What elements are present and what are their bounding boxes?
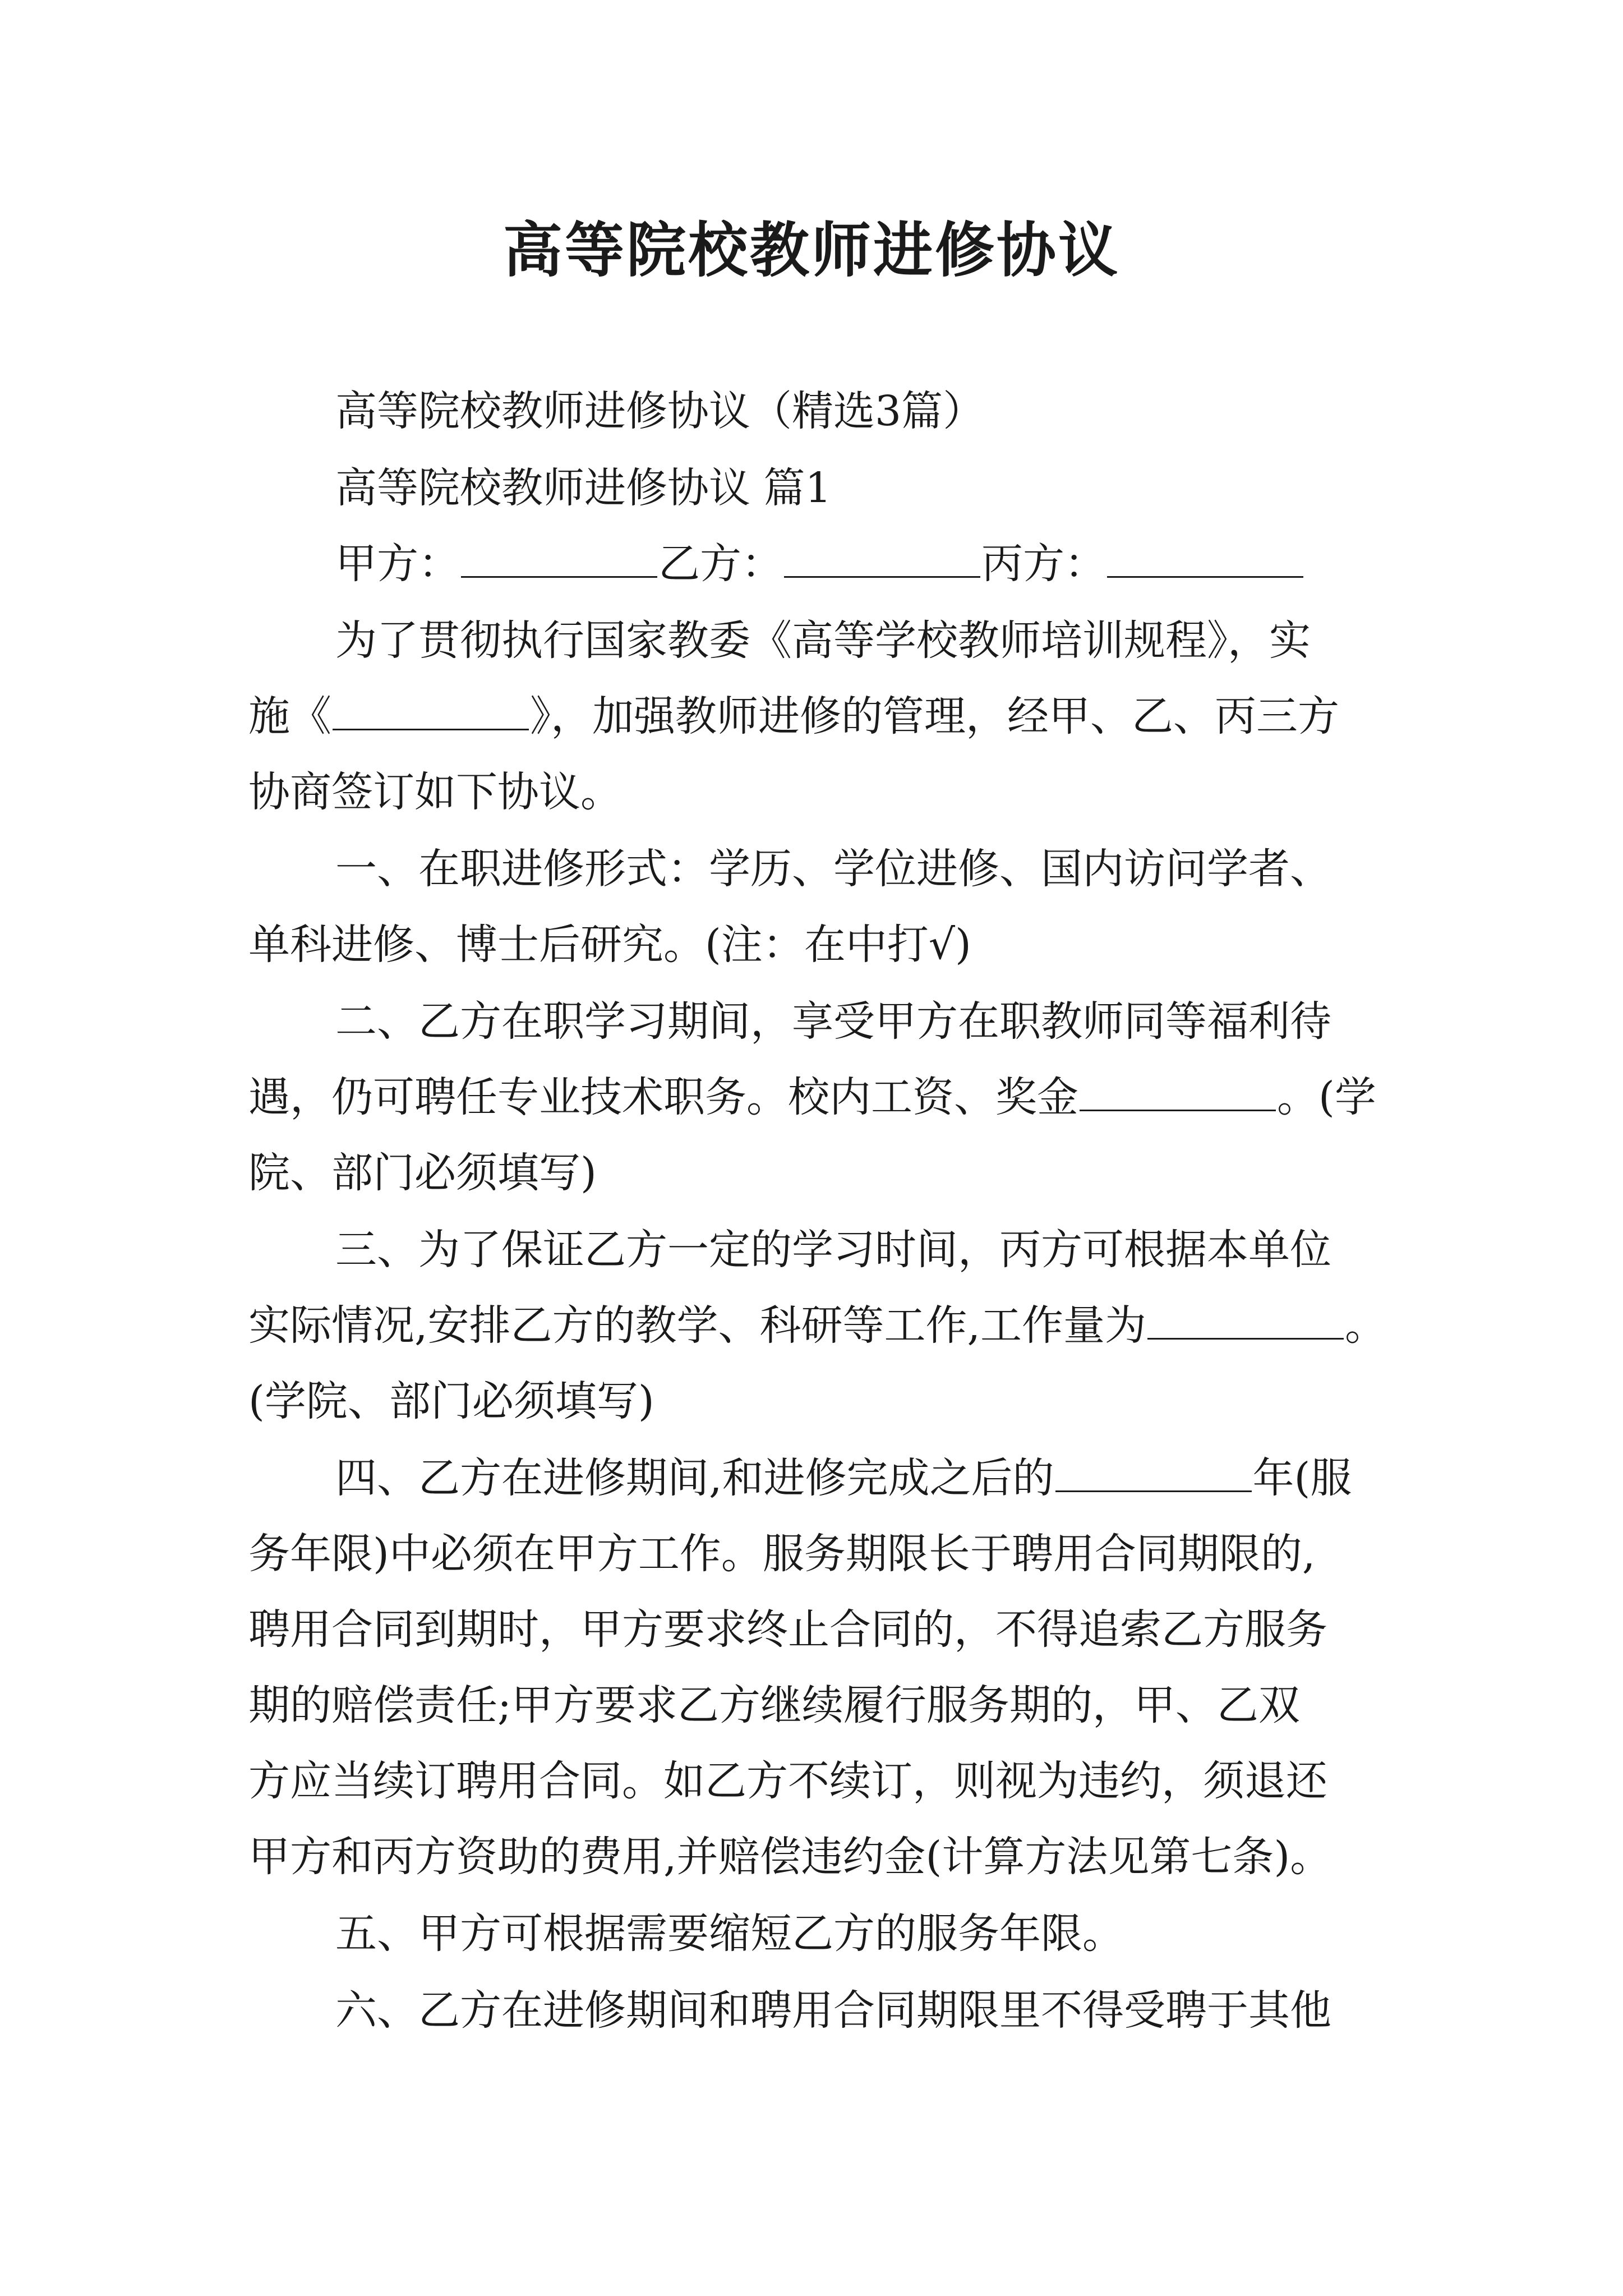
- paragraph-line: 单科进修、博士后研究。(注：在中打√): [248, 921, 971, 969]
- paragraph-line: 方应当续订聘用合同。如乙方不续订，则视为违约，须退还: [248, 1757, 1327, 1805]
- doc-subtitle: 高等院校教师进修协议（精选3篇）: [335, 387, 985, 435]
- years-blank: [1055, 1457, 1252, 1492]
- party-b-blank: [784, 542, 980, 578]
- paragraph-line: 务年限)中必须在甲方工作。服务期限长于聘用合同期限的,: [248, 1530, 1316, 1578]
- paragraph-line: 六、乙方在进修期间和聘用合同期限里不得受聘于其他: [335, 1986, 1331, 2035]
- paragraph-line: 期的赔偿责任;甲方要求乙方继续履行服务期的，甲、乙双: [248, 1681, 1300, 1729]
- regulation-blank: [333, 695, 529, 730]
- party-c-blank: [1107, 542, 1303, 578]
- salary-blank: [1080, 1076, 1276, 1111]
- paragraph-line: 四、乙方在进修期间,和进修完成之后的 年(服: [335, 1454, 1352, 1502]
- paragraph-line: 聘用合同到期时，甲方要求终止合同的，不得追索乙方服务: [248, 1605, 1327, 1654]
- paragraph-line: 实际情况,安排乙方的教学、科研等工作,工作量为 。: [248, 1301, 1387, 1350]
- party-a-label: 甲方：: [335, 540, 460, 588]
- party-a-blank: [461, 542, 657, 578]
- paragraph-line: 三、为了保证乙方一定的学习时间，丙方可根据本单位: [335, 1226, 1331, 1274]
- party-c-label: 丙方：: [981, 540, 1106, 588]
- paragraph-line: 一、在职进修形式：学历、学位进修、国内访问学者、: [335, 845, 1331, 893]
- paragraph-line: 二、乙方在职学习期间，享受甲方在职教师同等福利待: [335, 997, 1331, 1046]
- paragraph-line: 五、甲方可根据需要缩短乙方的服务年限。: [335, 1910, 1124, 1958]
- paragraph-line: (学院、部门必须填写): [248, 1377, 654, 1425]
- workload-blank: [1147, 1304, 1344, 1340]
- paragraph-line: 协商签订如下协议。: [248, 768, 622, 816]
- paragraph-line: 院、部门必须填写): [248, 1149, 597, 1197]
- paragraph-line: 甲方和丙方资助的费用,并赔偿违约金(计算方法见第七条)。: [248, 1833, 1332, 1881]
- paragraph-line: 遇，仍可聘任专业技术职务。校内工资、奖金 。(学: [248, 1073, 1376, 1121]
- parties-line: [335, 533, 1304, 595]
- paragraph-line: 为了贯彻执行国家教委《高等学校教师培训规程》，实: [335, 616, 1311, 665]
- page-title: 高等院校教师进修协议: [503, 216, 1120, 285]
- party-b-label: 乙方：: [658, 540, 783, 588]
- paragraph-line: 施《 》，加强教师进修的管理，经甲、乙、丙三方: [248, 692, 1339, 740]
- part-heading: 高等院校教师进修协议 篇1: [335, 464, 832, 512]
